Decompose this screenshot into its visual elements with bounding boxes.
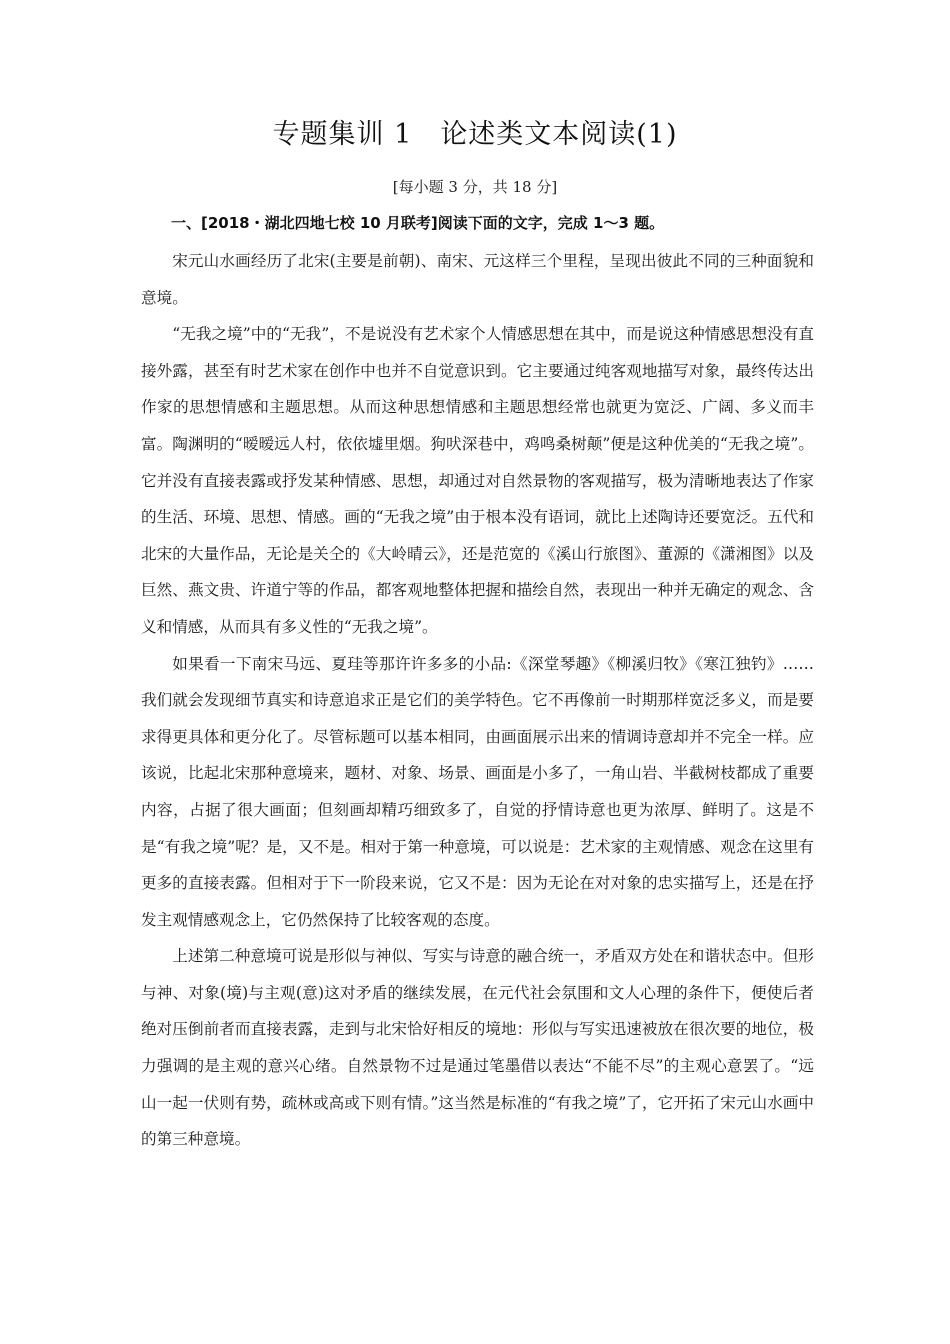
- paragraph-4: 上述第二种意境可说是形似与神似、写实与诗意的融合统一，矛盾双方处在和谐状态中。但形与神、对象(境)与主观(意)这对矛盾的继续发展，在元代社会氛围和文人心理的条件下，便使后者绝对压倒前者而直接表露，走到与北宋恰好相反的境地：形似与写实迅速被放在很次要的地位，极力强调的是主观的意兴心绪。自然景物不过是通过笔墨借以表达“不能不尽”的主观心意罢了。“远山一起一伏则有势，疏林或高或下则有情。”这当然是标准的“有我之境”了，它开拓了宋元山水画中的第三种意境。: [141, 947, 814, 1149]
- passage-body: [141, 243, 814, 1158]
- paragraph-3: 如果看一下南宋马远、夏珪等那许许多多的小品:《深堂琴趣》《柳溪归牧》《寒江独钓》……我们就会发现细节真实和诗意追求正是它们的美学特色。它不再像前一时期那样宽泛多义，而是要求得更具体和更分化了。尽管标题可以基本相同，由画面展示出来的情调诗意却并不完全一样。应该说，比起北宋那种意境来，题材、对象、场景、画面是小多了，一角山岩、半截树枝都成了重要内容，占据了很大画面；但刻画却精巧细致多了，自觉的抒情诗意也更为浓厚、鲜明了。这是不是“有我之境”呢？是，又不是。相对于第一种意境，可以说是：艺术家的主观情感、观念在这里有更多的直接表露。但相对于下一阶段来说，它又不是：因为无论在对对象的忠实描写上，还是在抒发主观情感观念上，它仍然保持了比较客观的态度。: [141, 654, 814, 929]
- paragraph-2: “无我之境”中的“无我”，不是说没有艺术家个人情感思想在其中，而是说这种情感思想没有直接外露，甚至有时艺术家在创作中也并不自觉意识到。它主要通过纯客观地描写对象，最终传达出作家的思想情感和主题思想。从而这种思想情感和主题思想经常也就更为宽泛、广阔、多义而丰富。陶渊明的“暧暧远人村，依依墟里烟。狗吠深巷中，鸡鸣桑树颠”便是这种优美的“无我之境”。它并没有直接表露或抒发某种情感、思想，却通过对自然景物的客观描写，极为清晰地表达了作家的生活、环境、思想、情感。画的“无我之境”由于根本没有语词，就比上述陶诗还要宽泛。五代和北宋的大量作品，无论是关仝的《大岭晴云》，还是范宽的《溪山行旅图》、董源的《潇湘图》以及巨然、燕文贵、许道宁等的作品，都客观地整体把握和描绘自然，表现出一种并无确定的观念、含义和情感，从而具有多义性的“无我之境”。: [141, 325, 814, 636]
- section-heading: 一、[2018・湖北四地七校 10 月联考]阅读下面的文字，完成 1～3 题。: [171, 214, 665, 232]
- paragraph-1: 宋元山水画经历了北宋(主要是前朝)、南宋、元这样三个里程，呈现出彼此不同的三种面貌和意境。: [141, 252, 814, 307]
- score-note: [每小题 3 分，共 18 分]: [392, 178, 558, 196]
- document-title: 专题集训 1 论述类文本阅读(1): [272, 119, 678, 150]
